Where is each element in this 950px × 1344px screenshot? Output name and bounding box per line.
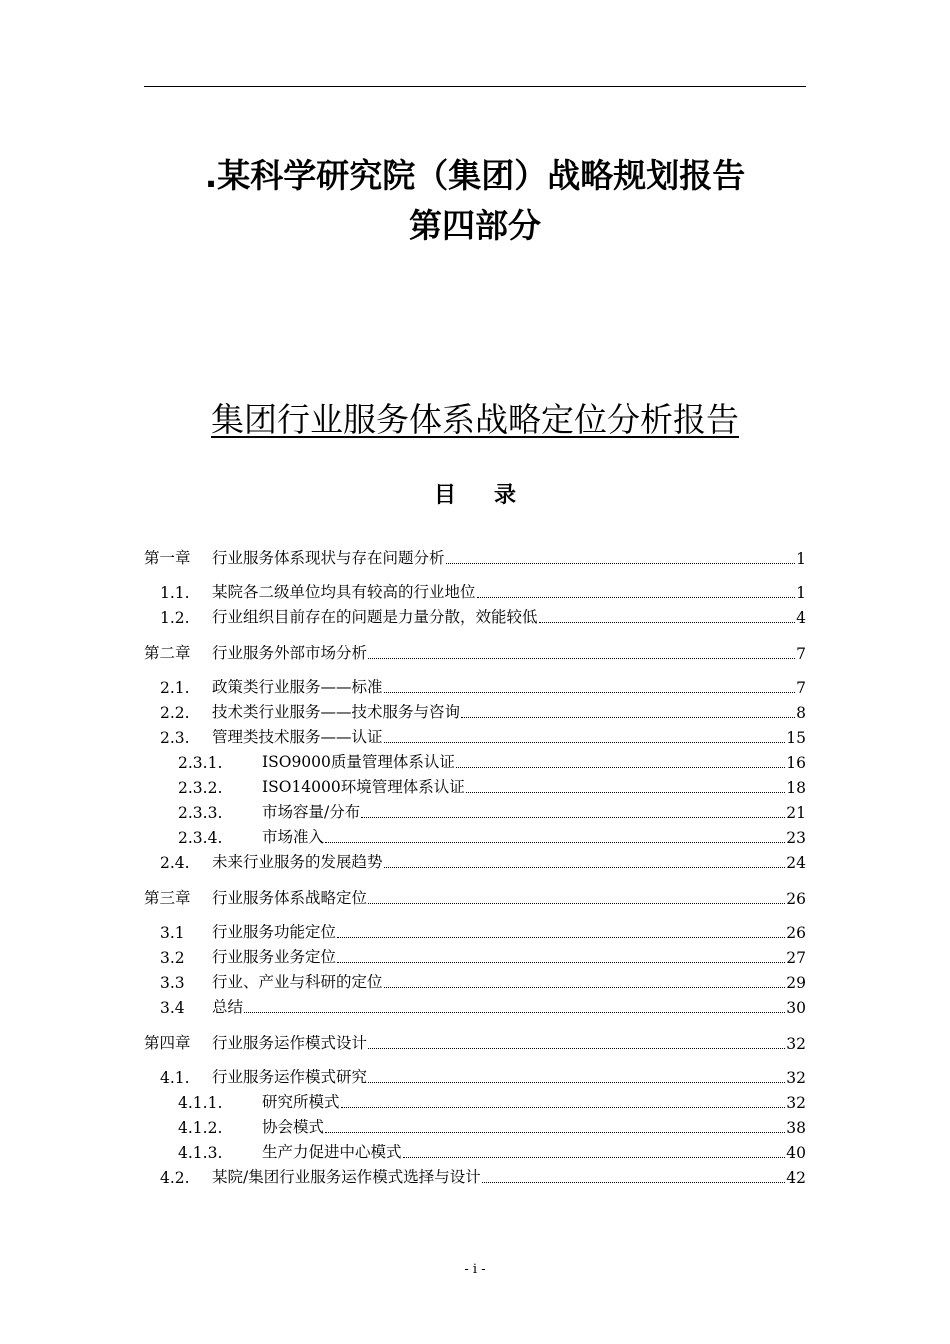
toc-entry-label: 行业服务体系现状与存在问题分析 bbox=[212, 549, 445, 567]
toc-entry-label: 研究所模式 bbox=[262, 1093, 340, 1111]
toc-entry-number: 2.3.2. bbox=[178, 779, 223, 797]
toc-entry-page: 18 bbox=[786, 779, 806, 797]
report-title bbox=[0, 398, 950, 442]
toc-entry-number: 3.2 bbox=[160, 949, 185, 967]
toc-entry-number: 3.3 bbox=[160, 974, 185, 992]
toc-entry-page: 26 bbox=[786, 890, 806, 908]
toc-entry-page: 7 bbox=[796, 679, 806, 697]
toc-entry-number: 4.1.2. bbox=[178, 1119, 223, 1137]
toc-entry-label: 生产力促进中心模式 bbox=[262, 1143, 402, 1161]
toc-entry[interactable] bbox=[144, 546, 806, 568]
toc-entry-label: 管理类技术服务——认证 bbox=[212, 728, 383, 746]
toc-leader-dots bbox=[325, 841, 785, 843]
toc-entry[interactable] bbox=[144, 580, 806, 602]
toc-entry-number: 1.2. bbox=[160, 609, 190, 627]
toc-entry-page: 23 bbox=[786, 829, 806, 847]
toc-entry-label: 行业、产业与科研的定位 bbox=[212, 973, 383, 991]
toc-leader-dots bbox=[461, 716, 795, 718]
toc-entry-page: 27 bbox=[786, 949, 806, 967]
toc-entry-page: 1 bbox=[796, 584, 806, 602]
toc-entry-label: 政策类行业服务——标准 bbox=[212, 678, 383, 696]
toc-entry[interactable] bbox=[144, 800, 806, 822]
toc-leader-dots bbox=[384, 741, 786, 743]
toc-entry-page: 29 bbox=[786, 974, 806, 992]
toc-entry[interactable] bbox=[144, 995, 806, 1017]
toc-entry[interactable] bbox=[144, 825, 806, 847]
toc-entry-number: 2.3. bbox=[160, 729, 190, 747]
toc-entry-page: 16 bbox=[786, 754, 806, 772]
toc-entry-page: 7 bbox=[796, 645, 806, 663]
toc-entry-label: 某院各二级单位均具有较高的行业地位 bbox=[212, 583, 476, 601]
toc-entry[interactable] bbox=[144, 1140, 806, 1162]
toc-entry[interactable] bbox=[144, 675, 806, 697]
toc-entry-page: 8 bbox=[796, 704, 806, 722]
toc-entry[interactable] bbox=[144, 970, 806, 992]
toc-entry-page: 40 bbox=[786, 1144, 806, 1162]
toc-entry-label: 协会模式 bbox=[262, 1118, 325, 1136]
header-rule bbox=[144, 86, 806, 87]
toc-leader-dots bbox=[368, 1047, 785, 1049]
toc-leader-dots bbox=[384, 866, 786, 868]
toc-leader-dots bbox=[337, 936, 785, 938]
toc-entry-label: 行业服务运作模式研究 bbox=[212, 1068, 368, 1086]
toc-entry[interactable] bbox=[144, 1115, 806, 1137]
page-number: - i - bbox=[464, 1262, 486, 1277]
toc-entry-number: 2.3.1. bbox=[178, 754, 223, 772]
toc-entry-label: 行业服务业务定位 bbox=[212, 948, 337, 966]
toc-entry-number: 3.4 bbox=[160, 999, 185, 1017]
toc-entry-number: 2.3.4. bbox=[178, 829, 223, 847]
toc-entry-page: 30 bbox=[786, 999, 806, 1017]
toc-entry-number: 4.1. bbox=[160, 1069, 190, 1087]
report-title-text: 集团行业服务体系战略定位分析报告 bbox=[211, 400, 739, 439]
toc-entry-page: 26 bbox=[786, 924, 806, 942]
toc-entry-number: 第一章 bbox=[144, 549, 191, 567]
toc-leader-dots bbox=[244, 1011, 785, 1013]
toc-entry-number: 2.3.3. bbox=[178, 804, 223, 822]
toc-entry-page: 1 bbox=[796, 550, 806, 568]
toc-entry-number: 4.2. bbox=[160, 1169, 190, 1187]
toc-leader-dots bbox=[446, 562, 796, 564]
toc-entry-number: 4.1.1. bbox=[178, 1094, 223, 1112]
toc-leader-dots bbox=[325, 1131, 785, 1133]
toc-entry[interactable] bbox=[144, 945, 806, 967]
toc-leader-dots bbox=[482, 1181, 786, 1183]
toc-entry-number: 3.1 bbox=[160, 924, 185, 942]
toc-leader-dots bbox=[539, 621, 796, 623]
toc-leader-dots bbox=[384, 691, 796, 693]
toc-entry[interactable] bbox=[144, 750, 806, 772]
toc-leader-dots bbox=[466, 791, 786, 793]
toc-entry-label: 行业服务体系战略定位 bbox=[212, 889, 368, 907]
toc-entry[interactable] bbox=[144, 1065, 806, 1087]
toc-entry-number: 4.1.3. bbox=[178, 1144, 223, 1162]
toc-leader-dots bbox=[361, 816, 785, 818]
toc-entry[interactable] bbox=[144, 641, 806, 663]
toc-entry-label: 某院/集团行业服务运作模式选择与设计 bbox=[212, 1168, 481, 1186]
toc-entry-number: 1.1. bbox=[160, 584, 190, 602]
toc-entry-label: ISO9000质量管理体系认证 bbox=[262, 753, 455, 771]
document-part: 第四部分 bbox=[409, 206, 541, 245]
toc-entry-page: 4 bbox=[796, 609, 806, 627]
toc-entry[interactable] bbox=[144, 850, 806, 872]
toc-leader-dots bbox=[337, 961, 785, 963]
toc-leader-dots bbox=[368, 657, 795, 659]
toc-entry-number: 2.2. bbox=[160, 704, 190, 722]
toc-entry-label: 市场容量/分布 bbox=[262, 803, 361, 821]
toc-entry-page: 32 bbox=[786, 1035, 806, 1053]
toc-entry[interactable] bbox=[144, 700, 806, 722]
toc-entry-label: 行业服务功能定位 bbox=[212, 923, 337, 941]
toc-entry-label: ISO14000环境管理体系认证 bbox=[262, 778, 465, 796]
toc-heading: 目录 bbox=[433, 483, 554, 508]
toc-entry-page: 21 bbox=[786, 804, 806, 822]
toc-entry-label: 行业组织目前存在的问题是力量分散，效能较低 bbox=[212, 608, 538, 626]
toc-entry-page: 42 bbox=[786, 1169, 806, 1187]
toc-entry-number: 第三章 bbox=[144, 889, 191, 907]
toc-entry[interactable] bbox=[144, 1165, 806, 1187]
toc-entry-number: 2.4. bbox=[160, 854, 190, 872]
toc-leader-dots bbox=[477, 596, 796, 598]
toc-entry-number: 第二章 bbox=[144, 644, 191, 662]
toc-entry[interactable] bbox=[144, 775, 806, 797]
toc-entry-page: 38 bbox=[786, 1119, 806, 1137]
toc-leader-dots bbox=[341, 1106, 786, 1108]
toc-entry[interactable] bbox=[144, 725, 806, 747]
toc-entry-page: 15 bbox=[786, 729, 806, 747]
toc-entry-page: 32 bbox=[786, 1069, 806, 1087]
toc-entry-page: 32 bbox=[786, 1094, 806, 1112]
toc-entry-label: 总结 bbox=[212, 998, 244, 1016]
toc-leader-dots bbox=[456, 766, 785, 768]
toc-leader-dots bbox=[368, 902, 785, 904]
toc-entry-label: 市场准入 bbox=[262, 828, 325, 846]
document-title: .某科学研究院（集团）战略规划报告 bbox=[204, 156, 746, 195]
toc-entry[interactable] bbox=[144, 605, 806, 627]
toc-leader-dots bbox=[384, 986, 786, 988]
toc-entry-label: 行业服务运作模式设计 bbox=[212, 1034, 368, 1052]
toc-entry-label: 技术类行业服务——技术服务与咨询 bbox=[212, 703, 461, 721]
toc-entry-label: 行业服务外部市场分析 bbox=[212, 644, 368, 662]
toc-entry-page: 24 bbox=[786, 854, 806, 872]
toc-entry[interactable] bbox=[144, 1031, 806, 1053]
toc-entry[interactable] bbox=[144, 1090, 806, 1112]
toc-entry-label: 未来行业服务的发展趋势 bbox=[212, 853, 383, 871]
toc-entry[interactable] bbox=[144, 920, 806, 942]
toc-leader-dots bbox=[368, 1081, 785, 1083]
toc-entry-number: 2.1. bbox=[160, 679, 190, 697]
toc-leader-dots bbox=[403, 1156, 786, 1158]
toc-entry[interactable] bbox=[144, 886, 806, 908]
toc-entry-number: 第四章 bbox=[144, 1034, 191, 1052]
